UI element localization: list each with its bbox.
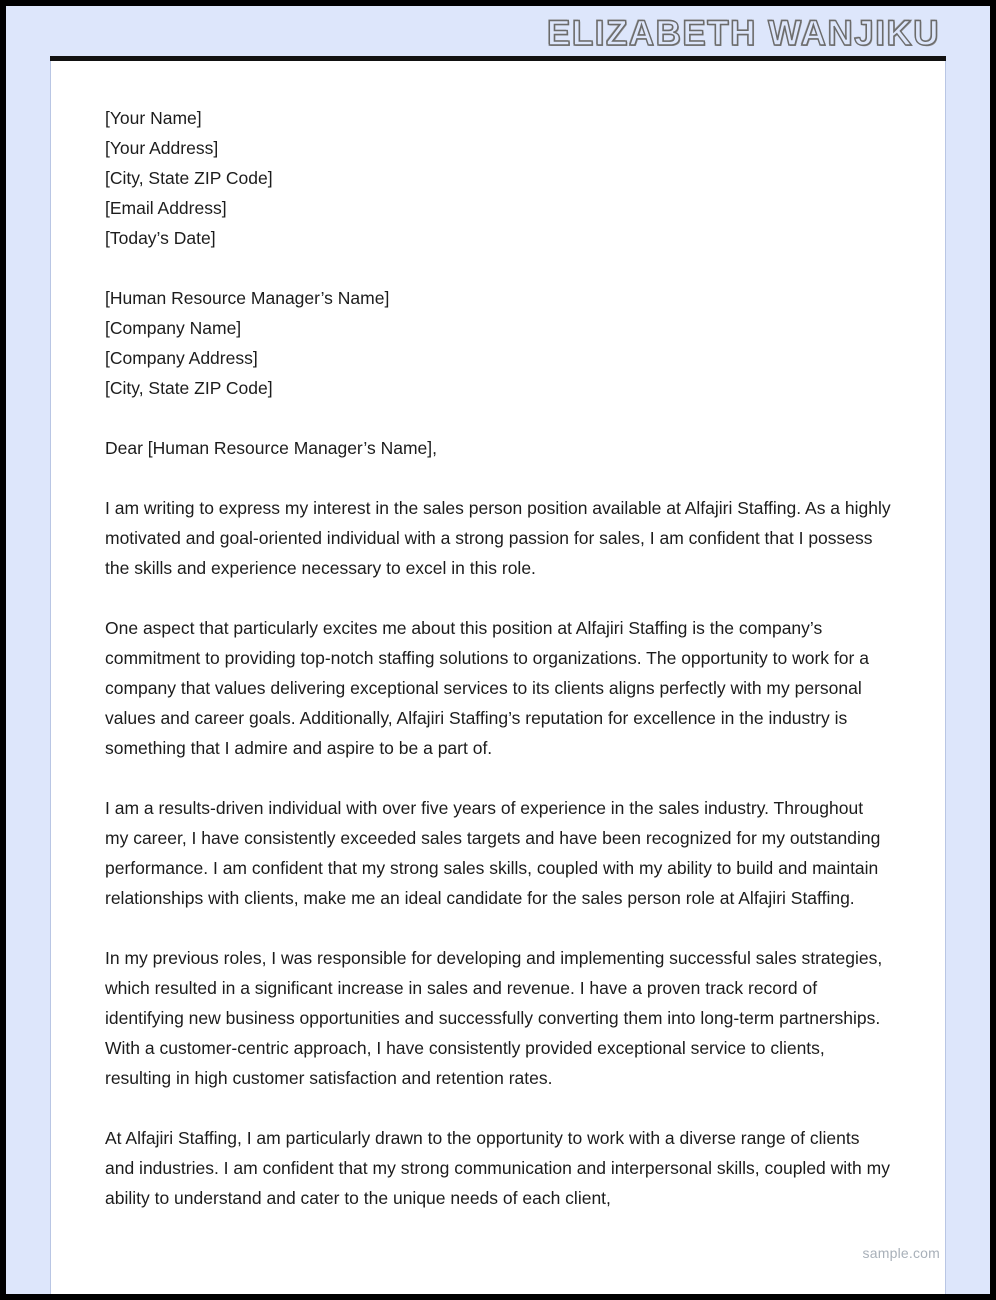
spacer [105,463,891,493]
spacer [105,1093,891,1123]
sender-line: [City, State ZIP Code] [105,168,273,188]
spacer [105,253,891,283]
letter-paragraph: One aspect that particularly excites me about this position at Alfajiri Staffing is the company’s commitment to providing top-notch staffing solutions to organizations. The opportunity to work for a company that values delivering exceptional services to its clients aligns perfectly with my personal values and career goals. Additionally, Alfajiri Staffing’s reputation for excellence in the industry is something that I admire and aspire to be a part of. [105,618,869,758]
sender-line: [Email Address] [105,198,227,218]
letter-paragraph: In my previous roles, I was responsible for developing and implementing successful sales strategies, which resulted in a significant increase in sales and revenue. I have a proven track record of identifying new business opportunities and successfully converting them into long-term partnerships. With a customer-centric approach, I have consistently provided exceptional service to clients, resulting in high customer satisfaction and retention rates. [105,948,883,1088]
spacer [105,763,891,793]
letter-paragraph: I am a results-driven individual with over five years of experience in the sales industry. Throughout my career, I have consistently exceeded sales targets and have been recognized for my outstanding performance. I am confident that my strong sales skills, coupled with my ability to build and maintain relationships with clients, make me an ideal candidate for the sales person role at Alfajiri Staffing. [105,798,881,908]
recipient-line: [Company Address] [105,348,258,368]
recipient-line: [Human Resource Manager’s Name] [105,288,390,308]
document-header [12,12,984,56]
letter-paragraph: At Alfajiri Staffing, I am particularly drawn to the opportunity to work with a diverse range of clients and industries. I am confident that my strong communication and interpersonal skills, coupled with my ability to understand and cater to the unique needs of each client, [105,1128,890,1208]
spacer [105,403,891,433]
letter-sheet [50,61,946,1294]
spacer [105,913,891,943]
salutation: Dear [Human Resource Manager’s Name], [105,438,437,458]
letter-paragraph: I am writing to express my interest in the sales person position available at Alfajiri Staffing. As a highly motivated and goal-oriented individual with a strong passion for sales, I am confident that I possess the skills and experience necessary to excel in this role. [105,498,891,578]
candidate-name: ELIZABETH WANJIKU [547,14,940,53]
recipient-address-block [105,283,891,403]
recipient-line: [City, State ZIP Code] [105,378,273,398]
cover-letter-body [51,61,945,1213]
sender-address-block [105,103,891,253]
sender-line: [Your Name] [105,108,202,128]
sender-line: [Today’s Date] [105,228,216,248]
spacer [105,583,891,613]
recipient-line: [Company Name] [105,318,242,338]
sender-line: [Your Address] [105,138,219,158]
watermark: sample.com [862,1245,940,1261]
